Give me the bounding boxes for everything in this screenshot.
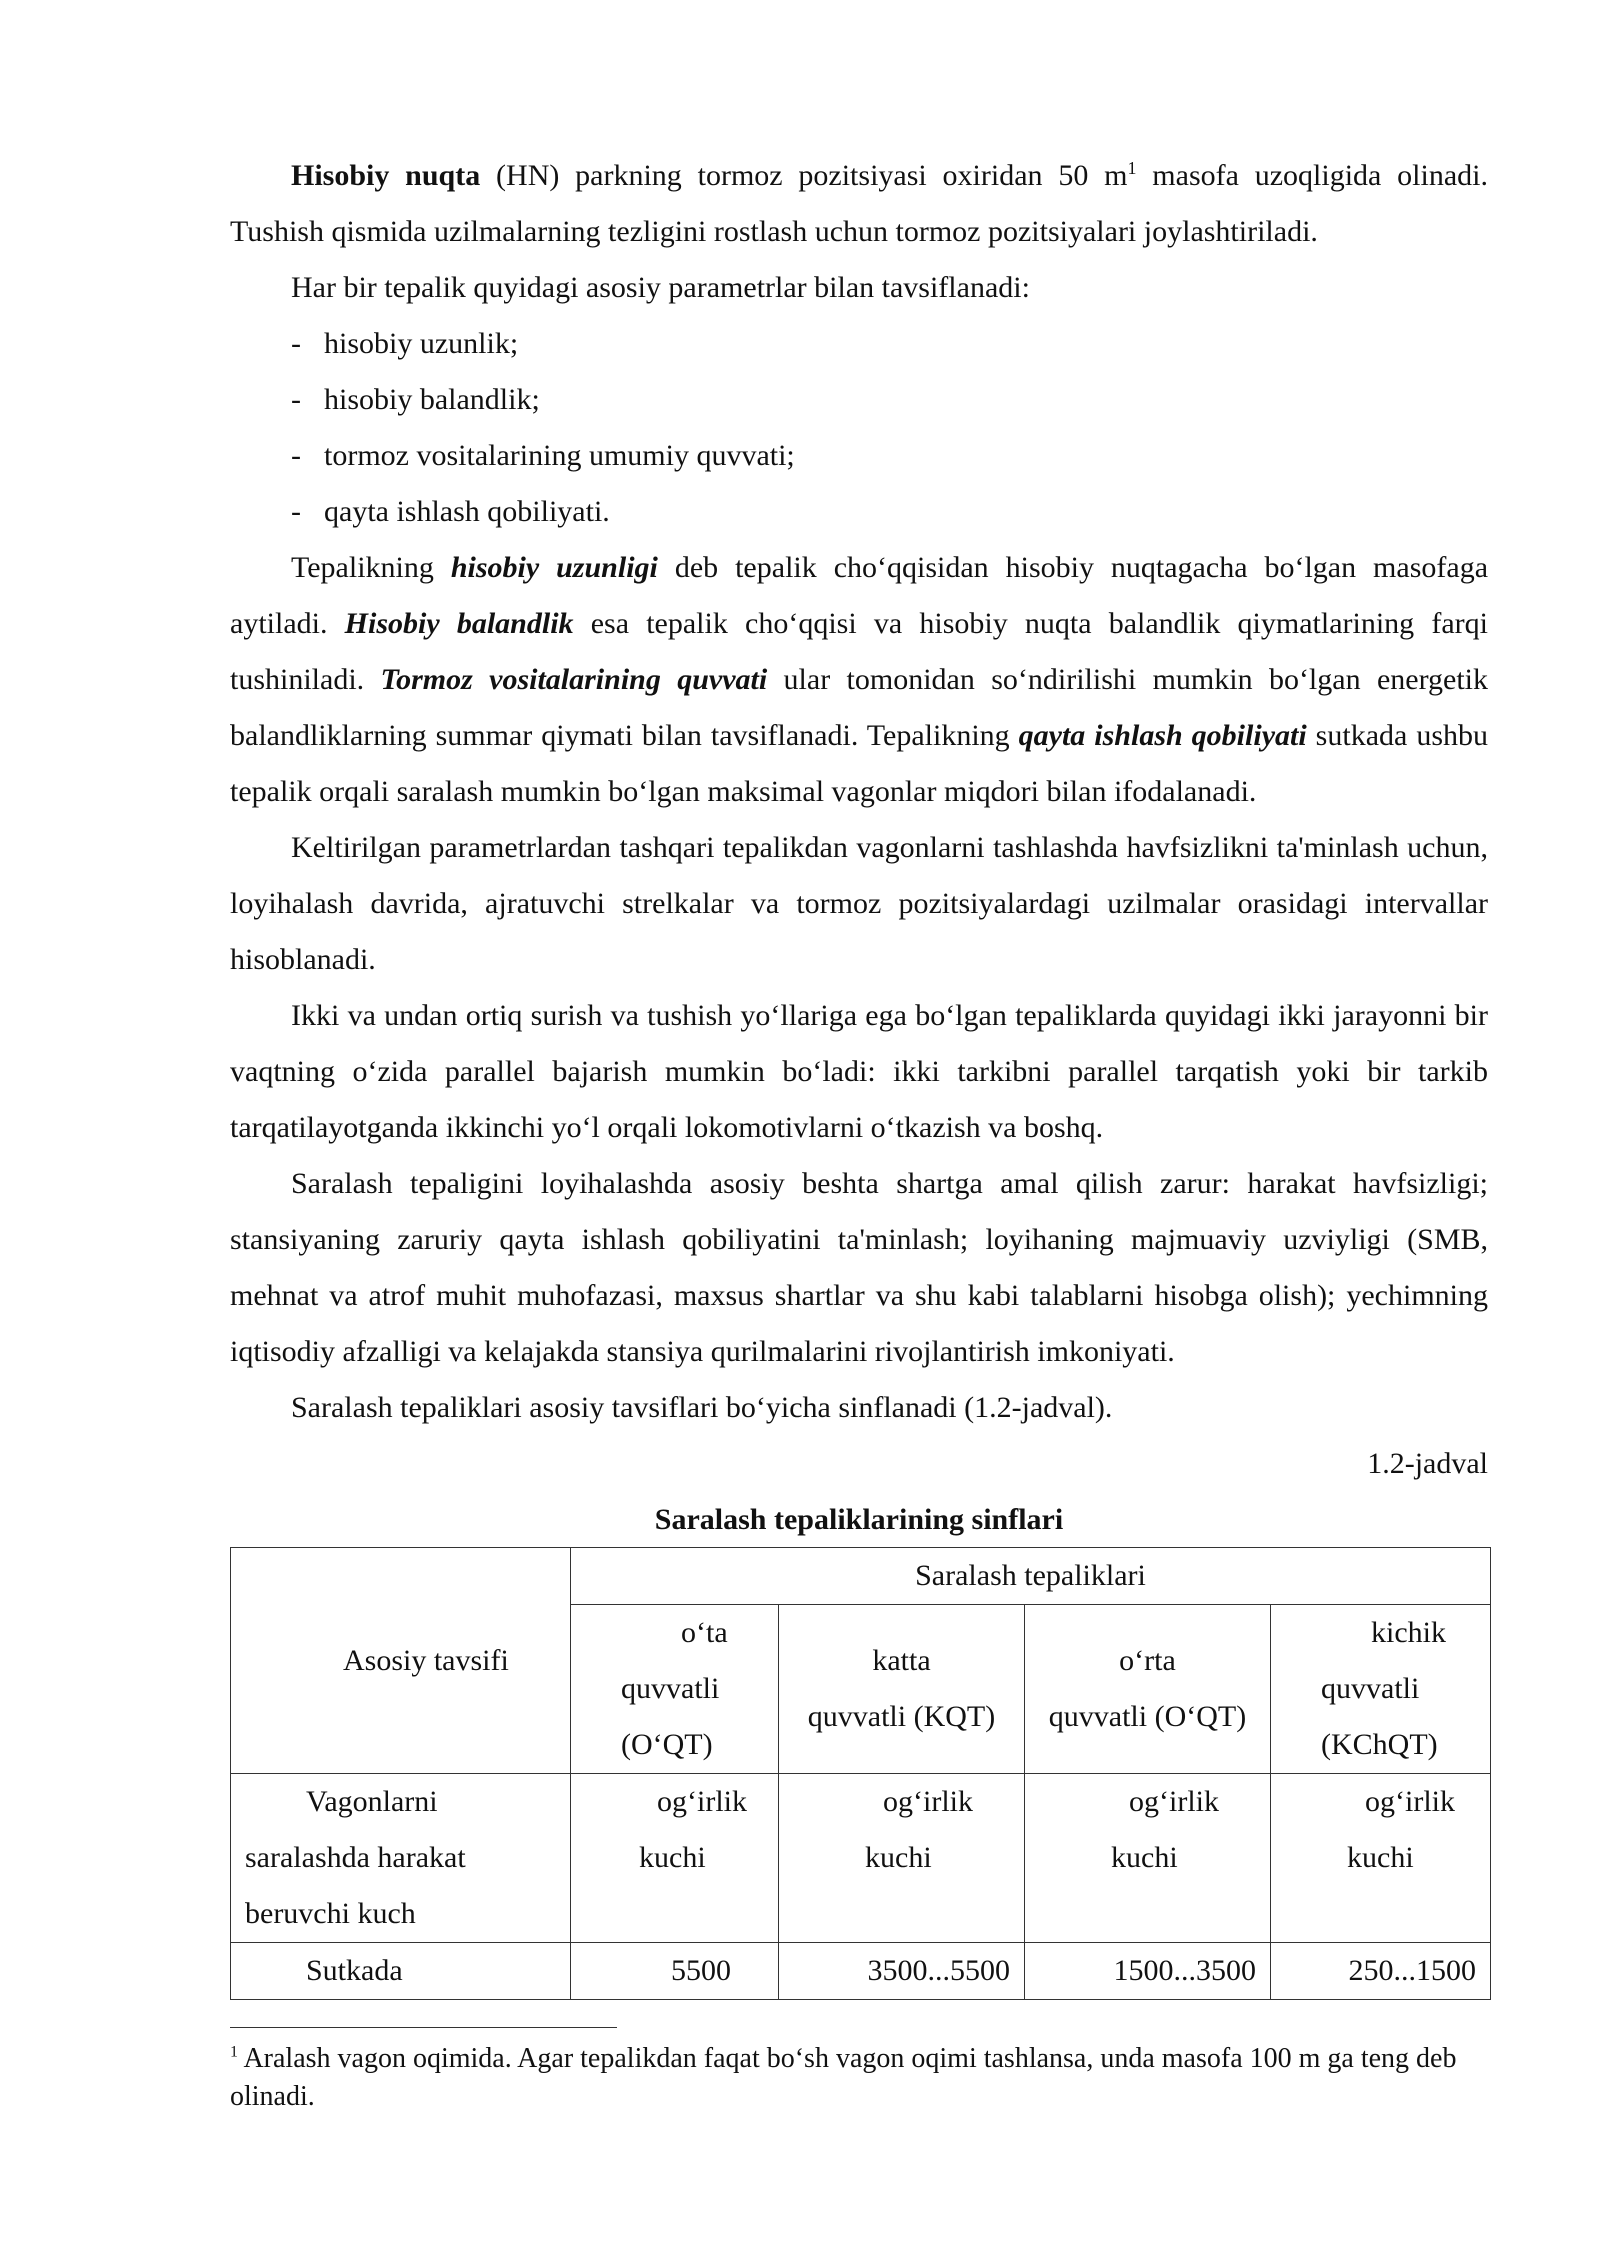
row-label-line: saralashda harakat — [245, 1841, 466, 1874]
header-line: (KChQT) — [1321, 1728, 1438, 1761]
table-cell: 5500 — [571, 1943, 779, 2000]
list-item — [230, 484, 1488, 540]
column-header — [571, 1605, 779, 1774]
header-line: o‘ta — [681, 1616, 728, 1649]
paragraph-text: sutkada ushbu tepalik orqali saralash mumkin bo‘lgan maksimal vagonlar miqdori bilan ifodalanadi. — [230, 719, 1488, 808]
table-header-row — [231, 1548, 1491, 1605]
table-row — [231, 1943, 1491, 2000]
footnote-separator — [230, 2027, 617, 2028]
footnote-text: Aralash vagon oqimida. Agar tepalikdan faqat bo‘sh vagon oqimi tashlansa, unda masofa 100 m ga teng deb olinadi. — [230, 2043, 1457, 2112]
list-item-text: qayta ishlash qobiliyati. — [324, 495, 610, 528]
footnote — [230, 2040, 1490, 2116]
term-qayta-ishlash: qayta ishlash qobiliyati — [1018, 719, 1307, 752]
row-label-line: Vagonlarni — [306, 1785, 438, 1818]
header-line: (O‘QT) — [621, 1728, 713, 1761]
row-label-line: beruvchi kuch — [245, 1897, 416, 1930]
list-item — [230, 316, 1488, 372]
paragraph-intervals: Keltirilgan parametrlardan tashqari tepalikdan vagonlarni tashlashda havfsizlikni ta'minlash uchun, loyihalash davrida, ajratuvchi strelkalar va tormoz pozitsiyalardagi uzilmalar orasidagi intervallar hisoblanadi. — [230, 831, 1488, 976]
list-marker: - — [291, 327, 301, 360]
cell-line: kuchi — [865, 1841, 932, 1874]
term-hisobiy-balandlik: Hisobiy balandlik — [344, 607, 574, 640]
table-cell — [1025, 1774, 1271, 1943]
header-line: quvvatli (KQT) — [807, 1700, 996, 1733]
table-cell — [779, 1774, 1025, 1943]
column-header — [779, 1605, 1025, 1774]
paragraph-text: esa tepalik cho‘qqisi va hisobiy nuqta balandlik qiymatlarining farqi tushiniladi. — [230, 607, 1488, 696]
list-item — [230, 372, 1488, 428]
header-line: o‘rta — [1119, 1644, 1176, 1677]
cell-line: og‘irlik — [1129, 1785, 1219, 1818]
table-cell: 1500...3500 — [1025, 1943, 1271, 2000]
list-marker: - — [291, 495, 301, 528]
header-line: katta — [872, 1644, 931, 1677]
paragraph-text: masofa uzoqligida olinadi. Tushish qismida uzilmalarning tezligini rostlash uchun tormoz pozitsiyalari joylashtiriladi. — [230, 159, 1489, 248]
list-item-text: tormoz vositalarining umumiy quvvati; — [324, 439, 795, 472]
term-tormoz-quvvati: Tormoz vositalarining quvvati — [380, 663, 768, 696]
list-item-text: hisobiy uzunlik; — [324, 327, 519, 360]
cell-line: og‘irlik — [883, 1785, 973, 1818]
group-header: Saralash tepaliklari — [571, 1548, 1491, 1605]
footnote-marker: 1 — [230, 2043, 238, 2061]
table-cell — [571, 1774, 779, 1943]
header-line: quvvatli (O‘QT) — [1048, 1700, 1247, 1733]
table-number: 1.2-jadval — [1367, 1447, 1488, 1480]
cell-line: kuchi — [1347, 1841, 1414, 1874]
paragraph-definitions — [230, 540, 1488, 820]
header-line: quvvatli — [621, 1672, 720, 1705]
paragraph-parallel: Ikki va undan ortiq surish va tushish yo‘llariga ega bo‘lgan tepaliklarda quyidagi ikki jarayonni bir vaqtning o‘zida parallel bajarish mumkin bo‘ladi: ikki tarkibni parallel tarqatish yoki bir tarkib tarqatilayotganda ikkinchi yo‘l orqali lokomotivlarni o‘tkazish va boshq. — [230, 999, 1488, 1144]
header-line: quvvatli — [1321, 1672, 1420, 1705]
table-row — [231, 1774, 1491, 1943]
table-cell: 3500...5500 — [779, 1943, 1025, 2000]
paragraph-text: Tepalikning — [291, 551, 451, 584]
paragraph-parameters-intro: Har bir tepalik quyidagi asosiy parametrlar bilan tavsiflanadi: — [291, 271, 1030, 304]
table-cell — [1271, 1774, 1491, 1943]
paragraph-conditions: Saralash tepaligini loyihalashda asosiy beshta shartga amal qilish zarur: harakat havfsizligi; stansiyaning zaruriy qayta ishlash qobiliyatini ta'minlash; loyihaning majmuaviy uzviyligi (SMB, mehnat va atrof muhit muhofazasi, maxsus shartlar va shu kabi talablarni hisobga olish); yechimning iqtisodiy afzalligi va kelajakda stansiya qurilmalarini rivojlantirish imkoniyati. — [230, 1167, 1488, 1368]
row-label — [231, 1774, 571, 1943]
list-marker: - — [291, 383, 301, 416]
paragraph-hisobiy-nuqta — [230, 148, 1488, 260]
cell-line: og‘irlik — [657, 1785, 747, 1818]
paragraph-text: (HN) parkning tormoz pozitsiyasi oxiridan 50 m — [480, 159, 1128, 192]
term-hisobiy-nuqta: Hisobiy nuqta — [291, 159, 481, 192]
row-label: Sutkada — [231, 1943, 571, 2000]
paragraph-classification: Saralash tepaliklari asosiy tavsiflari bo‘yicha sinflanadi (1.2-jadval). — [291, 1391, 1113, 1424]
body-text — [230, 148, 1488, 1548]
classification-table — [230, 1547, 1491, 2000]
list-item-text: hisobiy balandlik; — [324, 383, 540, 416]
footnote-ref[interactable]: 1 — [1127, 158, 1137, 178]
paragraph-text: deb tepalik cho‘qqisidan hisobiy nuqtagacha bo‘lgan masofaga aytiladi. — [230, 551, 1489, 640]
column-header — [1025, 1605, 1271, 1774]
column-header — [1271, 1605, 1491, 1774]
table-caption: Saralash tepaliklarining sinflari — [654, 1503, 1064, 1536]
header-line: kichik — [1371, 1616, 1446, 1649]
term-hisobiy-uzunligi: hisobiy uzunligi — [450, 551, 658, 584]
cell-line: og‘irlik — [1365, 1785, 1455, 1818]
corner-header: Asosiy tavsifi — [231, 1548, 571, 1774]
list-item — [230, 428, 1488, 484]
cell-line: kuchi — [1111, 1841, 1178, 1874]
cell-line: kuchi — [639, 1841, 706, 1874]
list-marker: - — [291, 439, 301, 472]
table-cell: 250...1500 — [1271, 1943, 1491, 2000]
paragraph-text: ular tomonidan so‘ndirilishi mumkin bo‘lgan energetik balandliklarning summar qiymati bilan tavsiflanadi. Tepalikning — [230, 663, 1489, 752]
